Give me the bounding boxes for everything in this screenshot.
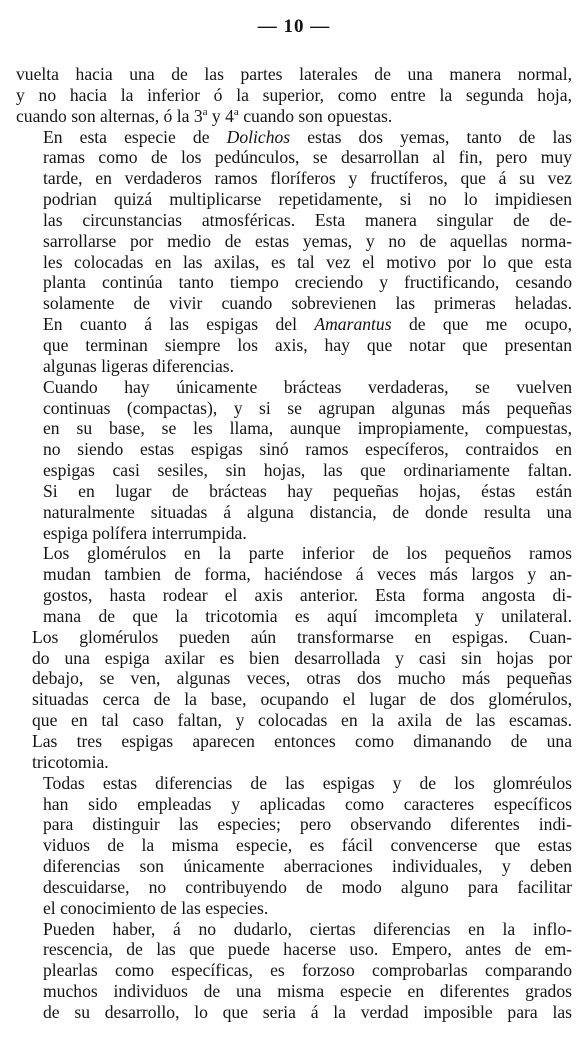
paragraph [16, 314, 572, 377]
text-line: que terminan siempre los axis, hay que notar que presentan [43, 334, 572, 355]
text-line: plearlas como específicas, es forzoso comprobarlas comparando [43, 960, 572, 981]
text-line: Cuando hay únicamente brácteas verdaderas, se vuelven [43, 376, 572, 397]
text-line: debajo, se ven, algunas veces, otras dos mucho más pequeñas [32, 668, 572, 689]
text-line: diferencias son únicamente aberraciones individuales, y deben [43, 856, 572, 877]
paragraph [16, 773, 572, 919]
text-line: ramas como de los pedúnculos, se desarrollan al fin, pero muy [43, 147, 572, 168]
text-line: espiga polífera interrumpida. [43, 522, 247, 543]
text-line: las circunstancias atmosféricas. Esta manera singular de de- [43, 209, 572, 230]
text-line: para distinguir las especies; pero observando diferentes indi- [43, 814, 572, 835]
text-line: viduos de la misma especie, es fácil convencerse que estas [43, 835, 572, 856]
text-line: descuidarse, no contribuyendo de modo alguno para facilitar [43, 876, 572, 897]
text-line: el conocimiento de las especies. [43, 897, 269, 918]
paragraph [16, 481, 572, 544]
body-text [16, 64, 572, 1023]
text-line: planta continúa tanto tiempo creciendo y fructificando, cesando [43, 272, 572, 293]
text-line: sarrollarse por medio de estas yemas, y no de aquellas norma- [43, 230, 572, 251]
text-line: Las tres espigas aparecen entonces como dimanando de una [32, 731, 572, 751]
text-line: de su desarrollo, lo que seria á la verdad imposible para las [43, 1001, 572, 1022]
text-line: Pueden haber, á no dudarlo, ciertas diferencias en la inflo- [43, 918, 572, 939]
text-line: solamente de vivir cuando sobrevienen las primeras heladas. [43, 293, 572, 314]
italic-taxon: Amarantus [314, 314, 392, 335]
paragraph [16, 64, 572, 127]
text-line: tarde, en verdaderos ramos floríferos y fructíferos, que á su vez [43, 168, 572, 189]
text-line: que en tal caso faltan, y colocadas en la axila de las escamas. [32, 710, 572, 731]
text-line: En cuanto á las espigas del Amarantus de que me ocupo, [43, 314, 572, 335]
text-line: Los glomérulos pueden aún transformarse en espigas. Cuan- [32, 626, 572, 647]
text-line: tricotomia. [32, 751, 109, 772]
text-line: vuelta hacia una de las partes laterales de una manera normal, [16, 64, 572, 84]
text-line: Si en lugar de brácteas hay pequeñas hojas, éstas están [43, 480, 572, 501]
paragraph [16, 377, 572, 481]
text-line: mudan tambien de forma, haciéndose á veces más largos y an- [43, 564, 572, 585]
text-line: les colocadas en las axilas, es tal vez el motivo por lo que esta [43, 251, 572, 272]
text-line: do una espiga axilar es bien desarrollada y casi sin hojas por [32, 647, 572, 668]
text-line: y no hacia la inferior ó la superior, como entre la segunda hoja, [16, 84, 572, 105]
superscript: a [233, 105, 239, 118]
page-number: — 10 — [257, 16, 331, 37]
text-line: han sido empleadas y aplicadas como caracteres específicos [43, 793, 572, 814]
text-line: en su base, se les llama, aunque impropiamente, compuestas, [43, 418, 572, 439]
text-line: naturalmente situadas á alguna distancia, de donde resulta una [43, 501, 572, 522]
text-line: cuando son alternas, ó la 3$^a$ y 4$^a$ cuando son opuestas. [16, 105, 393, 126]
text-line: En esta especie de Dolichos estas dos yemas, tanto de las [43, 126, 572, 147]
paragraph [16, 543, 572, 626]
paragraph [16, 627, 572, 773]
paragraph [16, 919, 572, 1023]
text-line: podrian quizá multiplicarse repetidamente, si no lo impidiesen [43, 189, 572, 210]
text-line: muchos individuos de una misma especie en diferentes grados [43, 981, 572, 1002]
text-line: algunas ligeras diferencias. [43, 355, 235, 376]
text-line: Todas estas diferencias de las espigas y de los glomréulos [43, 772, 572, 793]
superscript: a [202, 105, 208, 118]
text-line: Los glomérulos en la parte inferior de los pequeños ramos [43, 543, 572, 564]
paragraph [16, 127, 572, 315]
text-line: continuas (compactas), y si se agrupan algunas más pequeñas [43, 397, 572, 418]
text-line: situadas cerca de la base, ocupando el lugar de dos glomérulos, [32, 689, 572, 710]
text-line: gostos, hasta rodear el axis anterior. Esta forma angosta di- [43, 585, 572, 606]
text-line: mana de que la tricotomia es aquí imcompleta y unilateral. [43, 605, 572, 626]
text-line: rescencia, de las que puede hacerse uso. Empero, antes de em- [43, 939, 572, 960]
text-line: espigas casi sesiles, sin hojas, las que ordinariamente faltan. [43, 460, 572, 481]
italic-taxon: Dolichos [226, 126, 291, 147]
text-line: no siendo estas espigas sinó ramos específeros, contraidos en [43, 439, 572, 460]
